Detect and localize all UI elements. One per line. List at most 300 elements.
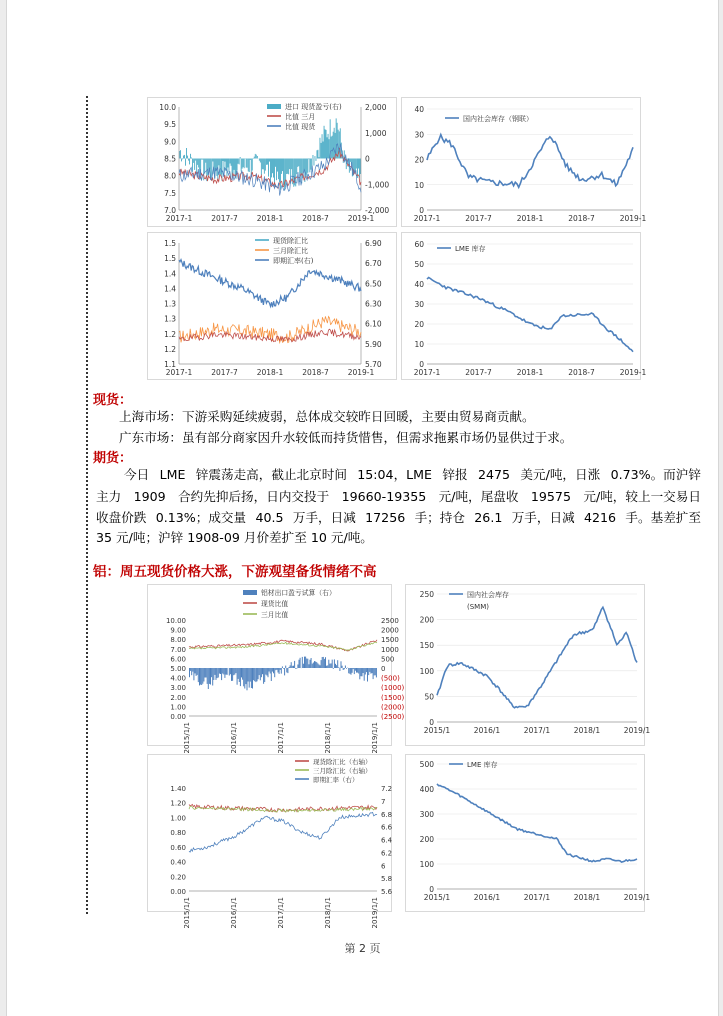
chart-frame (406, 755, 645, 912)
bar-export-profit (226, 668, 227, 675)
legend-label: 三月除汇比（右轴） (313, 767, 372, 775)
futures-line-2-seg: 19660-19355 (341, 489, 427, 504)
y-tick-label: 0.20 (170, 873, 186, 882)
bar-export-profit (303, 664, 304, 668)
bar-export-profit (333, 668, 334, 669)
bar-export-profit (241, 668, 242, 677)
bar-export-profit (348, 668, 349, 673)
bar-import-spot-profit (325, 129, 326, 158)
x-tick-label: 2017/1 (523, 893, 551, 902)
bar-export-profit (221, 668, 222, 680)
y-tick-label: 50 (424, 692, 434, 702)
bar-export-profit (352, 668, 353, 673)
bar-import-spot-profit (242, 159, 243, 169)
chart-frame (402, 233, 641, 380)
bar-import-spot-profit (282, 159, 283, 172)
bar-export-profit (329, 664, 330, 668)
bar-export-profit (356, 668, 357, 673)
bar-export-profit (235, 668, 236, 673)
bar-export-profit (243, 668, 244, 686)
bar-export-profit (259, 668, 260, 675)
bar-export-profit (291, 662, 292, 668)
y-tick-label: 40 (414, 280, 424, 289)
x-tick-label: 2018-7 (302, 214, 329, 223)
y-right-tick-label: -2,000 (365, 206, 390, 215)
bar-import-spot-profit (332, 136, 333, 159)
bar-export-profit (251, 668, 252, 688)
y-tick-label: 30 (414, 130, 424, 140)
futures-line-3-seg: 手。基差扩至 (625, 510, 701, 525)
bar-import-spot-profit (269, 159, 270, 162)
y-right-tick-label: -1,000 (365, 180, 390, 190)
x-tick-label: 2018-7 (568, 368, 595, 377)
legend-label: 进口 现货盈亏(右) (285, 103, 342, 111)
bar-import-spot-profit (355, 159, 356, 171)
bar-import-spot-profit (356, 159, 357, 169)
bar-export-profit (297, 665, 298, 669)
bar-export-profit (217, 668, 218, 678)
x-tick-label: 2018/1 (573, 893, 601, 902)
bar-import-spot-profit (300, 159, 301, 174)
bar-export-profit (276, 668, 277, 670)
bar-import-spot-profit (339, 131, 340, 158)
futures-line-3-seg: 手；持仓 (414, 510, 465, 525)
bar-export-profit (328, 660, 329, 668)
bar-import-spot-profit (190, 154, 191, 159)
bar-export-profit (244, 668, 245, 689)
margin-dotted-line (86, 96, 88, 914)
bar-export-profit (289, 667, 290, 668)
futures-line-1-seg: 锌震荡走高，截止北京时间 (195, 467, 347, 482)
futures-line-2-seg: 19575 (530, 489, 571, 504)
bar-export-profit (270, 668, 271, 674)
bar-export-profit (293, 666, 294, 668)
bar-export-profit (324, 659, 325, 668)
y-right-tick-label: (2000) (381, 703, 405, 712)
bar-export-profit (344, 668, 345, 669)
x-tick-label: 2018/1/1 (324, 897, 332, 929)
legend-label: 比值 三月 (285, 113, 316, 121)
futures-line-1-seg: 美元/吨，日涨 (520, 467, 601, 482)
x-tick-label: 2019-1 (619, 368, 647, 377)
bar-import-spot-profit (324, 126, 325, 159)
y-right-tick-label: 6.8 (381, 810, 393, 819)
y-right-tick-label: 5.8 (381, 875, 393, 884)
y-tick-label: 0.60 (170, 843, 186, 852)
x-tick-label: 2018-1 (256, 214, 284, 223)
bar-import-spot-profit (201, 159, 202, 160)
futures-line-1-seg: 2475 (477, 467, 511, 482)
bar-export-profit (369, 668, 370, 672)
bar-export-profit (365, 668, 366, 675)
y-tick-label: 1.4 (164, 284, 176, 294)
bar-export-profit (304, 657, 305, 668)
bar-import-spot-profit (185, 159, 186, 166)
bar-export-profit (193, 668, 194, 680)
bar-import-spot-profit (218, 159, 219, 166)
legend-label: LME 库存 (455, 245, 486, 253)
bar-export-profit (201, 668, 202, 685)
bar-export-profit (232, 668, 233, 681)
bar-export-profit (258, 668, 259, 679)
x-tick-label: 2017-1 (165, 368, 193, 377)
bar-export-profit (208, 668, 209, 689)
bar-export-profit (238, 668, 239, 679)
bar-export-profit (285, 666, 286, 668)
bar-import-spot-profit (259, 159, 260, 161)
bar-import-spot-profit (288, 159, 289, 175)
bar-export-profit (357, 668, 358, 673)
x-tick-label: 2018-1 (256, 368, 284, 377)
y-tick-label: 60 (414, 240, 424, 249)
bar-import-spot-profit (180, 150, 181, 158)
bar-export-profit (296, 668, 297, 669)
bar-export-profit (302, 657, 303, 668)
bar-import-spot-profit (350, 159, 351, 162)
bar-import-spot-profit (248, 159, 249, 172)
bar-import-spot-profit (250, 159, 251, 161)
y-right-tick-label: 2500 (381, 617, 399, 625)
y-tick-label: 0.00 (170, 713, 186, 721)
x-tick-label: 2016/1/1 (230, 897, 238, 929)
y-tick-label: 9.00 (170, 626, 186, 635)
zinc-chart-domestic-stock (401, 97, 647, 227)
bar-import-spot-profit (216, 159, 217, 176)
bar-import-spot-profit (316, 159, 317, 161)
al-chart-export-ratio (147, 584, 405, 754)
document-page (6, 0, 719, 1016)
zinc-chart-spot-ratio (147, 97, 397, 227)
futures-line-3-seg: 17256 (365, 510, 406, 525)
bar-import-spot-profit (322, 134, 323, 158)
chart-frame (406, 585, 645, 746)
y-tick-label: 10 (414, 340, 424, 349)
bar-export-profit (373, 668, 374, 679)
y-tick-label: 8.0 (164, 171, 176, 181)
bar-export-profit (210, 668, 211, 685)
bar-import-spot-profit (323, 142, 324, 159)
bar-export-profit (207, 668, 208, 684)
x-tick-label: 2015/1 (423, 726, 451, 735)
bar-export-profit (360, 668, 361, 676)
futures-line-3-seg: 0.13%；成交量 (155, 510, 247, 525)
x-tick-label: 2017/1/1 (277, 722, 285, 754)
bar-import-spot-profit (254, 157, 255, 159)
y-tick-label: 250 (419, 590, 434, 599)
bar-export-profit (229, 668, 230, 676)
bar-import-spot-profit (313, 155, 314, 159)
bar-export-profit (292, 666, 293, 668)
bar-import-spot-profit (359, 159, 360, 178)
y-tick-label: 7.0 (164, 206, 176, 215)
y-tick-label: 4.00 (170, 674, 186, 683)
bar-export-profit (339, 668, 340, 671)
bar-export-profit (311, 658, 312, 668)
y-right-tick-label: (1500) (381, 693, 405, 702)
bar-import-spot-profit (252, 159, 253, 171)
bar-export-profit (224, 668, 225, 678)
bar-export-profit (230, 668, 231, 674)
bar-import-spot-profit (194, 159, 195, 170)
bar-export-profit (261, 668, 262, 677)
x-tick-label: 2015/1/1 (183, 722, 191, 754)
bar-import-spot-profit (273, 159, 274, 178)
legend-label: 比值 现货 (285, 123, 316, 131)
x-tick-label: 2019/1/1 (371, 722, 379, 754)
bar-import-spot-profit (188, 159, 189, 161)
y-tick-label: 30 (414, 300, 424, 309)
bar-export-profit (191, 668, 192, 675)
y-tick-label: 1.5 (164, 239, 176, 248)
y-tick-label: 400 (419, 785, 434, 794)
y-tick-label: 300 (419, 810, 434, 819)
futures-line-3-seg: 收盘价跌 (96, 510, 147, 525)
bar-import-spot-profit (298, 159, 299, 167)
futures-line-3-seg: 4216 (584, 510, 617, 525)
bar-export-profit (216, 668, 217, 680)
y-tick-label: 200 (419, 835, 434, 844)
bar-import-spot-profit (267, 159, 268, 165)
y-right-tick-label: 1500 (381, 636, 399, 645)
bar-import-spot-profit (265, 159, 266, 171)
y-tick-label: 100 (419, 860, 434, 869)
zinc-chart-fx-ratio (147, 232, 397, 380)
bar-export-profit (264, 668, 265, 682)
bar-export-profit (287, 668, 288, 673)
bar-export-profit (252, 668, 253, 689)
al-chart-lme-stock (405, 754, 651, 912)
zinc-chart-lme-stock (401, 232, 647, 380)
bar-import-spot-profit (262, 159, 263, 170)
bar-export-profit (263, 668, 264, 684)
bar-export-profit (262, 668, 263, 674)
page-number: 第 2 页 (344, 942, 381, 955)
bar-import-spot-profit (280, 159, 281, 190)
bar-export-profit (189, 668, 190, 677)
bar-import-spot-profit (261, 159, 262, 176)
bar-import-spot-profit (277, 159, 278, 172)
bar-export-profit (284, 668, 285, 675)
bar-export-profit (245, 668, 246, 684)
bar-export-profit (281, 668, 282, 674)
bar-import-spot-profit (229, 159, 230, 173)
y-tick-label: 10.00 (165, 617, 186, 625)
y-right-tick-label: (2500) (381, 713, 405, 721)
y-right-tick-label: 6.30 (365, 299, 382, 309)
bar-import-spot-profit (309, 159, 310, 173)
futures-heading: 期货： (93, 451, 133, 466)
legend-label: 即期汇率（右） (313, 776, 359, 784)
x-tick-label: 2019-1 (347, 368, 375, 377)
bar-import-spot-profit (257, 156, 258, 159)
bar-export-profit (358, 668, 359, 674)
futures-line-4: 35 元/吨；沪锌 1908-09 月价差扩至 10 元/吨。 (96, 530, 373, 545)
x-tick-label: 2017-1 (413, 368, 441, 377)
bar-export-profit (237, 668, 238, 685)
y-tick-label: 40 (414, 105, 424, 114)
bar-export-profit (336, 665, 337, 668)
bar-export-profit (299, 660, 300, 668)
legend-label: 现货除汇比（右轴） (313, 758, 372, 766)
al-chart-domestic-stock (405, 584, 651, 746)
bar-export-profit (372, 668, 373, 673)
bar-export-profit (240, 668, 241, 686)
y-tick-label: 100 (419, 666, 434, 676)
bar-export-profit (343, 668, 344, 670)
y-tick-label: 20 (414, 320, 424, 329)
bar-export-profit (222, 668, 223, 674)
bar-import-spot-profit (275, 159, 276, 167)
bar-export-profit (305, 657, 306, 668)
y-tick-label: 1.5 (164, 254, 176, 264)
bar-import-spot-profit (192, 159, 193, 172)
bar-export-profit (323, 657, 324, 668)
y-right-tick-label: 6.90 (365, 239, 382, 248)
bar-export-profit (219, 668, 220, 674)
bar-export-profit (206, 668, 207, 678)
bar-import-spot-profit (193, 159, 194, 163)
futures-line-2-seg: 1909 (133, 489, 166, 504)
x-tick-label: 2016/1 (473, 726, 501, 735)
y-tick-label: 9.5 (164, 120, 176, 130)
bar-export-profit (306, 659, 307, 669)
bar-export-profit (370, 668, 371, 674)
bar-export-profit (274, 668, 275, 677)
bar-import-spot-profit (326, 130, 327, 159)
futures-line-1-seg: 今日 (124, 467, 150, 482)
y-tick-label: 1.1 (164, 360, 176, 369)
bar-import-spot-profit (297, 159, 298, 167)
bar-export-profit (345, 666, 346, 669)
bar-import-spot-profit (205, 159, 206, 163)
bar-export-profit (337, 660, 338, 668)
x-tick-label: 2017/1/1 (277, 897, 285, 929)
bar-import-spot-profit (337, 123, 338, 159)
bar-export-profit (338, 667, 339, 668)
y-tick-label: 7.00 (170, 645, 186, 654)
bar-export-profit (198, 668, 199, 682)
bar-export-profit (253, 668, 254, 680)
bar-export-profit (211, 668, 212, 677)
x-tick-label: 2017-7 (211, 368, 238, 377)
bar-import-spot-profit (247, 159, 248, 168)
bar-export-profit (335, 664, 336, 668)
bar-export-profit (368, 668, 369, 675)
y-tick-label: 1.3 (164, 299, 176, 309)
bar-export-profit (249, 668, 250, 688)
bar-import-spot-profit (234, 159, 235, 170)
bar-import-spot-profit (276, 159, 277, 181)
al-chart-fx-ratio (147, 754, 393, 929)
x-tick-label: 2017-7 (465, 214, 492, 223)
legend-label: 国内社会库存（钢联） (463, 115, 533, 123)
bar-export-profit (257, 668, 258, 681)
bar-export-profit (278, 668, 279, 673)
bar-export-profit (321, 660, 322, 668)
bar-export-profit (322, 657, 323, 668)
y-tick-label: 50 (414, 260, 424, 269)
bar-export-profit (313, 663, 314, 669)
bar-import-spot-profit (195, 159, 196, 161)
bar-export-profit (364, 668, 365, 681)
bar-export-profit (326, 666, 327, 668)
bar-import-spot-profit (358, 159, 359, 169)
bar-export-profit (346, 668, 347, 669)
y-tick-label: 9.0 (164, 137, 176, 147)
x-tick-label: 2017-7 (465, 368, 492, 377)
legend-label: 现货比值 (261, 600, 289, 608)
y-tick-label: 1.00 (170, 814, 186, 823)
y-right-tick-label: 0 (365, 154, 370, 164)
bar-export-profit (351, 668, 352, 675)
y-tick-label: 1.2 (164, 344, 176, 354)
y-tick-label: 500 (419, 760, 434, 769)
y-tick-label: 8.5 (164, 154, 176, 164)
bar-import-spot-profit (227, 159, 228, 177)
y-tick-label: 20 (414, 155, 424, 165)
x-tick-label: 2017-1 (413, 214, 441, 223)
bar-export-profit (354, 668, 355, 674)
bar-import-spot-profit (315, 156, 316, 158)
bar-export-profit (355, 668, 356, 671)
bar-import-spot-profit (321, 143, 322, 159)
bar-export-profit (254, 668, 255, 681)
bar-export-profit (227, 668, 228, 675)
legend-label: 即期汇率(右) (273, 257, 314, 265)
bar-import-spot-profit (268, 159, 269, 177)
bar-export-profit (290, 665, 291, 668)
bar-import-spot-profit (228, 159, 229, 168)
y-tick-label: 1.3 (164, 314, 176, 324)
y-right-tick-label: 6.6 (381, 823, 393, 832)
bar-export-profit (320, 665, 321, 668)
y-right-tick-label: 6.2 (381, 849, 393, 858)
bar-import-spot-profit (241, 159, 242, 172)
y-right-tick-label: 6.50 (365, 279, 382, 289)
bar-export-profit (316, 662, 317, 668)
y-tick-label: 1.20 (170, 799, 186, 808)
futures-line-1 (124, 464, 701, 485)
legend-label: 三月除汇比 (273, 247, 308, 255)
bar-export-profit (218, 668, 219, 678)
y-tick-label: 10.0 (159, 103, 176, 112)
bar-export-profit (197, 668, 198, 675)
bar-export-profit (312, 664, 313, 668)
futures-line-2-seg: 元/吨，尾盘收 (438, 489, 519, 504)
bar-import-spot-profit (196, 159, 197, 174)
bar-export-profit (272, 668, 273, 672)
bar-import-spot-profit (246, 159, 247, 168)
y-right-tick-label: 6.70 (365, 259, 382, 269)
y-right-tick-label: (1000) (381, 684, 405, 693)
futures-line-3-seg: 万手，日减 (511, 510, 575, 525)
bar-export-profit (300, 658, 301, 668)
x-tick-label: 2019/1 (623, 726, 651, 735)
bar-import-spot-profit (284, 159, 285, 191)
bar-export-profit (199, 668, 200, 685)
bar-import-spot-profit (271, 159, 272, 178)
futures-line-3-seg: 万手，日减 (292, 510, 356, 525)
x-tick-label: 2016/1 (473, 893, 501, 902)
bar-export-profit (283, 668, 284, 669)
y-right-tick-label: 0 (381, 665, 386, 673)
bar-export-profit (349, 668, 350, 674)
bar-import-spot-profit (263, 159, 264, 170)
y-right-tick-label: 7 (381, 797, 386, 806)
x-tick-label: 2016/1/1 (230, 722, 238, 754)
bar-import-spot-profit (197, 159, 198, 165)
bar-import-spot-profit (281, 159, 282, 174)
